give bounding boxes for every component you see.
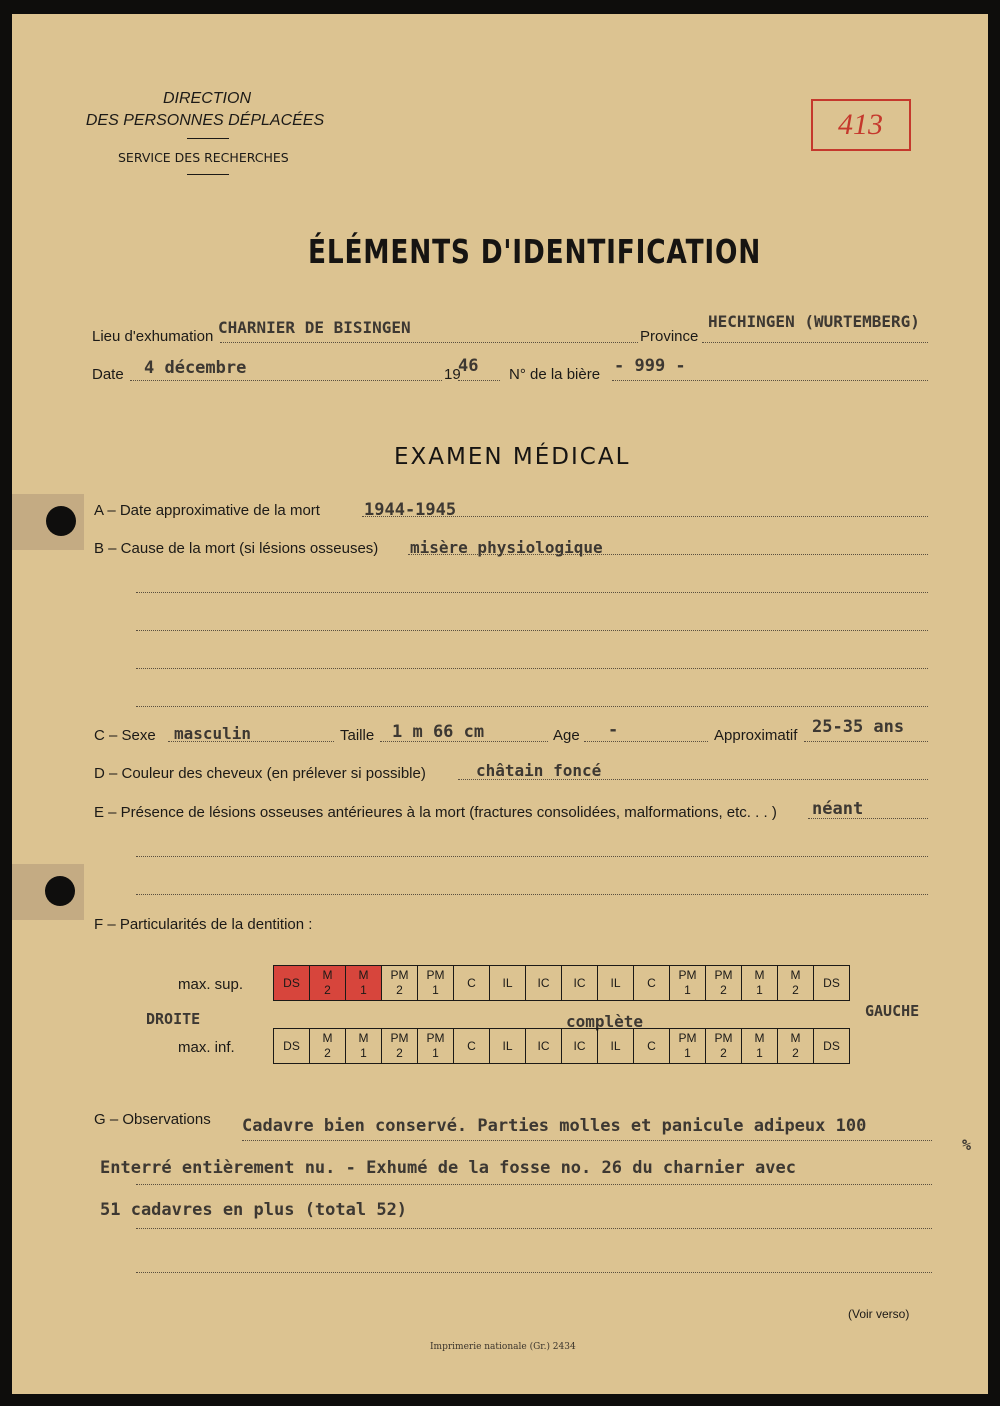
tooth-code: DS xyxy=(283,1038,300,1053)
year-suffix: 46 xyxy=(458,356,479,376)
lower-tooth-7 xyxy=(490,1029,526,1064)
tooth-code: IL xyxy=(610,975,621,990)
tooth-code: PM xyxy=(714,1031,733,1045)
file-number: 413 xyxy=(838,108,883,141)
date-label: Date xyxy=(92,366,124,383)
tooth-code: M xyxy=(358,1031,369,1045)
lower-tooth-5 xyxy=(418,1029,454,1064)
lower-tooth-11 xyxy=(634,1029,670,1064)
approx-line xyxy=(804,741,928,742)
tooth-number: 1 xyxy=(432,983,439,997)
province-label: Province xyxy=(640,328,699,345)
observations-line-2 xyxy=(136,1184,932,1185)
lieu-label: Lieu d'exhumation xyxy=(92,328,214,345)
province-line xyxy=(702,342,928,343)
field-b-extra-line-1 xyxy=(136,592,928,593)
field-f-label: F – Particularités de la dentition : xyxy=(94,916,313,933)
observations-percent: % xyxy=(962,1136,972,1154)
approx-label: Approximatif xyxy=(714,727,798,744)
tooth-number: 1 xyxy=(360,983,367,997)
age-value: - xyxy=(608,720,619,740)
tooth-code: M xyxy=(754,1031,765,1045)
tooth-code: PM xyxy=(678,968,697,982)
punch-hole-bottom xyxy=(45,876,75,906)
max-sup-label: max. sup. xyxy=(178,976,244,993)
lower-tooth-12 xyxy=(670,1029,706,1064)
upper-tooth-14 xyxy=(742,966,778,1001)
upper-tooth-6 xyxy=(454,966,490,1001)
tooth-code: IC xyxy=(537,975,550,990)
tooth-number: 1 xyxy=(756,1046,763,1060)
lower-tooth-14 xyxy=(742,1029,778,1064)
tooth-code: C xyxy=(647,975,656,990)
date-line xyxy=(130,380,442,381)
tooth-code: IL xyxy=(502,975,513,990)
upper-tooth-10 xyxy=(598,966,634,1001)
teeth-chart-lower xyxy=(273,1028,850,1064)
tooth-code: IL xyxy=(610,1038,621,1053)
upper-tooth-13 xyxy=(706,966,742,1001)
tooth-number: 2 xyxy=(324,1046,331,1060)
tooth-code: IC xyxy=(537,1038,550,1053)
taille-value: 1 m 66 cm xyxy=(392,722,485,742)
lower-tooth-16 xyxy=(814,1029,850,1064)
tooth-number: 2 xyxy=(324,983,331,997)
biere-label: N° de la bière xyxy=(509,366,601,383)
province-value: HECHINGEN (WURTEMBERG) xyxy=(708,312,920,331)
header-service: SERVICE DES RECHERCHES xyxy=(118,150,289,165)
header-rule-2 xyxy=(187,174,229,175)
field-c-value: masculin xyxy=(174,724,252,743)
upper-tooth-7 xyxy=(490,966,526,1001)
header-direction: DIRECTION xyxy=(163,90,251,107)
upper-tooth-8 xyxy=(526,966,562,1001)
lower-tooth-1 xyxy=(274,1029,310,1064)
tooth-code: DS xyxy=(283,975,300,990)
page-title: ÉLÉMENTS D'IDENTIFICATION xyxy=(308,232,762,271)
lower-tooth-3 xyxy=(346,1029,382,1064)
lower-tooth-2 xyxy=(310,1029,346,1064)
dentition-note: complète xyxy=(566,1012,644,1031)
age-line xyxy=(584,741,708,742)
tooth-code: IC xyxy=(573,975,586,990)
tooth-number: 1 xyxy=(360,1046,367,1060)
teeth-chart-upper xyxy=(273,965,850,1001)
upper-tooth-4 xyxy=(382,966,418,1001)
lower-tooth-6 xyxy=(454,1029,490,1064)
tooth-number: 1 xyxy=(684,983,691,997)
tooth-number: 2 xyxy=(792,983,799,997)
field-b-extra-line-4 xyxy=(136,706,928,707)
biere-value: - 999 - xyxy=(614,356,686,376)
field-e-value: néant xyxy=(812,799,864,819)
printer-credit: Imprimerie nationale (Gr.) 2434 xyxy=(430,1342,576,1352)
upper-tooth-3 xyxy=(346,966,382,1001)
side-label-droite: DROITE xyxy=(146,1010,201,1028)
upper-tooth-15 xyxy=(778,966,814,1001)
field-b-extra-line-3 xyxy=(136,668,928,669)
tooth-code: C xyxy=(467,1038,476,1053)
age-label: Age xyxy=(553,727,580,744)
tooth-number: 1 xyxy=(684,1046,691,1060)
tooth-code: DS xyxy=(823,1038,840,1053)
tooth-number: 2 xyxy=(396,1046,403,1060)
observations-label: G – Observations xyxy=(94,1111,211,1128)
tooth-code: C xyxy=(467,975,476,990)
observations-line-4 xyxy=(136,1272,932,1273)
lower-tooth-13 xyxy=(706,1029,742,1064)
tooth-number: 1 xyxy=(756,983,763,997)
year-prefix: 19 xyxy=(444,366,461,383)
form-sheet xyxy=(12,14,988,1394)
field-d-value: châtain foncé xyxy=(476,761,602,780)
field-a-value: 1944-1945 xyxy=(364,500,457,520)
lower-tooth-4 xyxy=(382,1029,418,1064)
lieu-line xyxy=(220,342,638,343)
upper-tooth-12 xyxy=(670,966,706,1001)
biere-line xyxy=(612,380,928,381)
tooth-code: PM xyxy=(426,1031,445,1045)
tooth-code: PM xyxy=(714,968,733,982)
voir-verso: (Voir verso) xyxy=(848,1307,910,1321)
tooth-code: M xyxy=(790,968,801,982)
observations-text-3: 51 cadavres en plus (total 52) xyxy=(100,1200,408,1220)
tooth-code: M xyxy=(322,1031,333,1045)
tooth-number: 1 xyxy=(432,1046,439,1060)
lower-tooth-8 xyxy=(526,1029,562,1064)
upper-tooth-9 xyxy=(562,966,598,1001)
upper-tooth-1 xyxy=(274,966,310,1001)
tooth-number: 2 xyxy=(792,1046,799,1060)
field-c-label: C – Sexe xyxy=(94,727,156,744)
taille-label: Taille xyxy=(340,727,375,744)
observations-text-2: Enterré entièrement nu. - Exhumé de la fosse no. 26 du charnier avec xyxy=(100,1158,796,1178)
punch-hole-top xyxy=(46,506,76,536)
year-line xyxy=(458,380,500,381)
tooth-code: IC xyxy=(573,1038,586,1053)
tooth-code: C xyxy=(647,1038,656,1053)
observations-line-3 xyxy=(136,1228,932,1229)
tooth-code: PM xyxy=(678,1031,697,1045)
field-b-value: misère physiologique xyxy=(410,538,603,557)
tooth-code: PM xyxy=(390,968,409,982)
header-rule-1 xyxy=(187,138,229,139)
tooth-code: M xyxy=(322,968,333,982)
tooth-code: M xyxy=(790,1031,801,1045)
field-e-label: E – Présence de lésions osseuses antérieures à la mort (fractures consolidées, malformations, etc. . . ) xyxy=(94,804,777,821)
lieu-value: CHARNIER DE BISINGEN xyxy=(218,318,411,337)
upper-tooth-16 xyxy=(814,966,850,1001)
lower-tooth-9 xyxy=(562,1029,598,1064)
field-b-extra-line-2 xyxy=(136,630,928,631)
field-e-extra-line-2 xyxy=(136,894,928,895)
upper-tooth-2 xyxy=(310,966,346,1001)
field-b-label: B – Cause de la mort (si lésions osseuses) xyxy=(94,540,379,557)
section-title-examen: EXAMEN MÉDICAL xyxy=(394,444,631,470)
tooth-number: 2 xyxy=(396,983,403,997)
date-value: 4 décembre xyxy=(144,358,247,378)
tooth-code: M xyxy=(358,968,369,982)
header-personnes-deplacees: DES PERSONNES DÉPLACÉES xyxy=(85,112,325,129)
tooth-code: IL xyxy=(502,1038,513,1053)
upper-tooth-5 xyxy=(418,966,454,1001)
tooth-code: DS xyxy=(823,975,840,990)
observations-line-1 xyxy=(242,1140,932,1141)
tooth-number: 2 xyxy=(720,1046,727,1060)
side-label-gauche: GAUCHE xyxy=(865,1002,920,1020)
upper-tooth-11 xyxy=(634,966,670,1001)
tooth-code: PM xyxy=(390,1031,409,1045)
tooth-code: PM xyxy=(426,968,445,982)
tooth-number: 2 xyxy=(720,983,727,997)
lower-tooth-10 xyxy=(598,1029,634,1064)
field-e-extra-line-1 xyxy=(136,856,928,857)
field-a-label: A – Date approximative de la mort xyxy=(94,502,320,519)
tooth-code: M xyxy=(754,968,765,982)
approx-value: 25-35 ans xyxy=(812,717,905,737)
observations-text-1: Cadavre bien conservé. Parties molles et panicule adipeux 100 xyxy=(242,1116,867,1136)
max-inf-label: max. inf. xyxy=(178,1039,235,1056)
field-d-label: D – Couleur des cheveux (en prélever si possible) xyxy=(94,765,426,782)
lower-tooth-15 xyxy=(778,1029,814,1064)
